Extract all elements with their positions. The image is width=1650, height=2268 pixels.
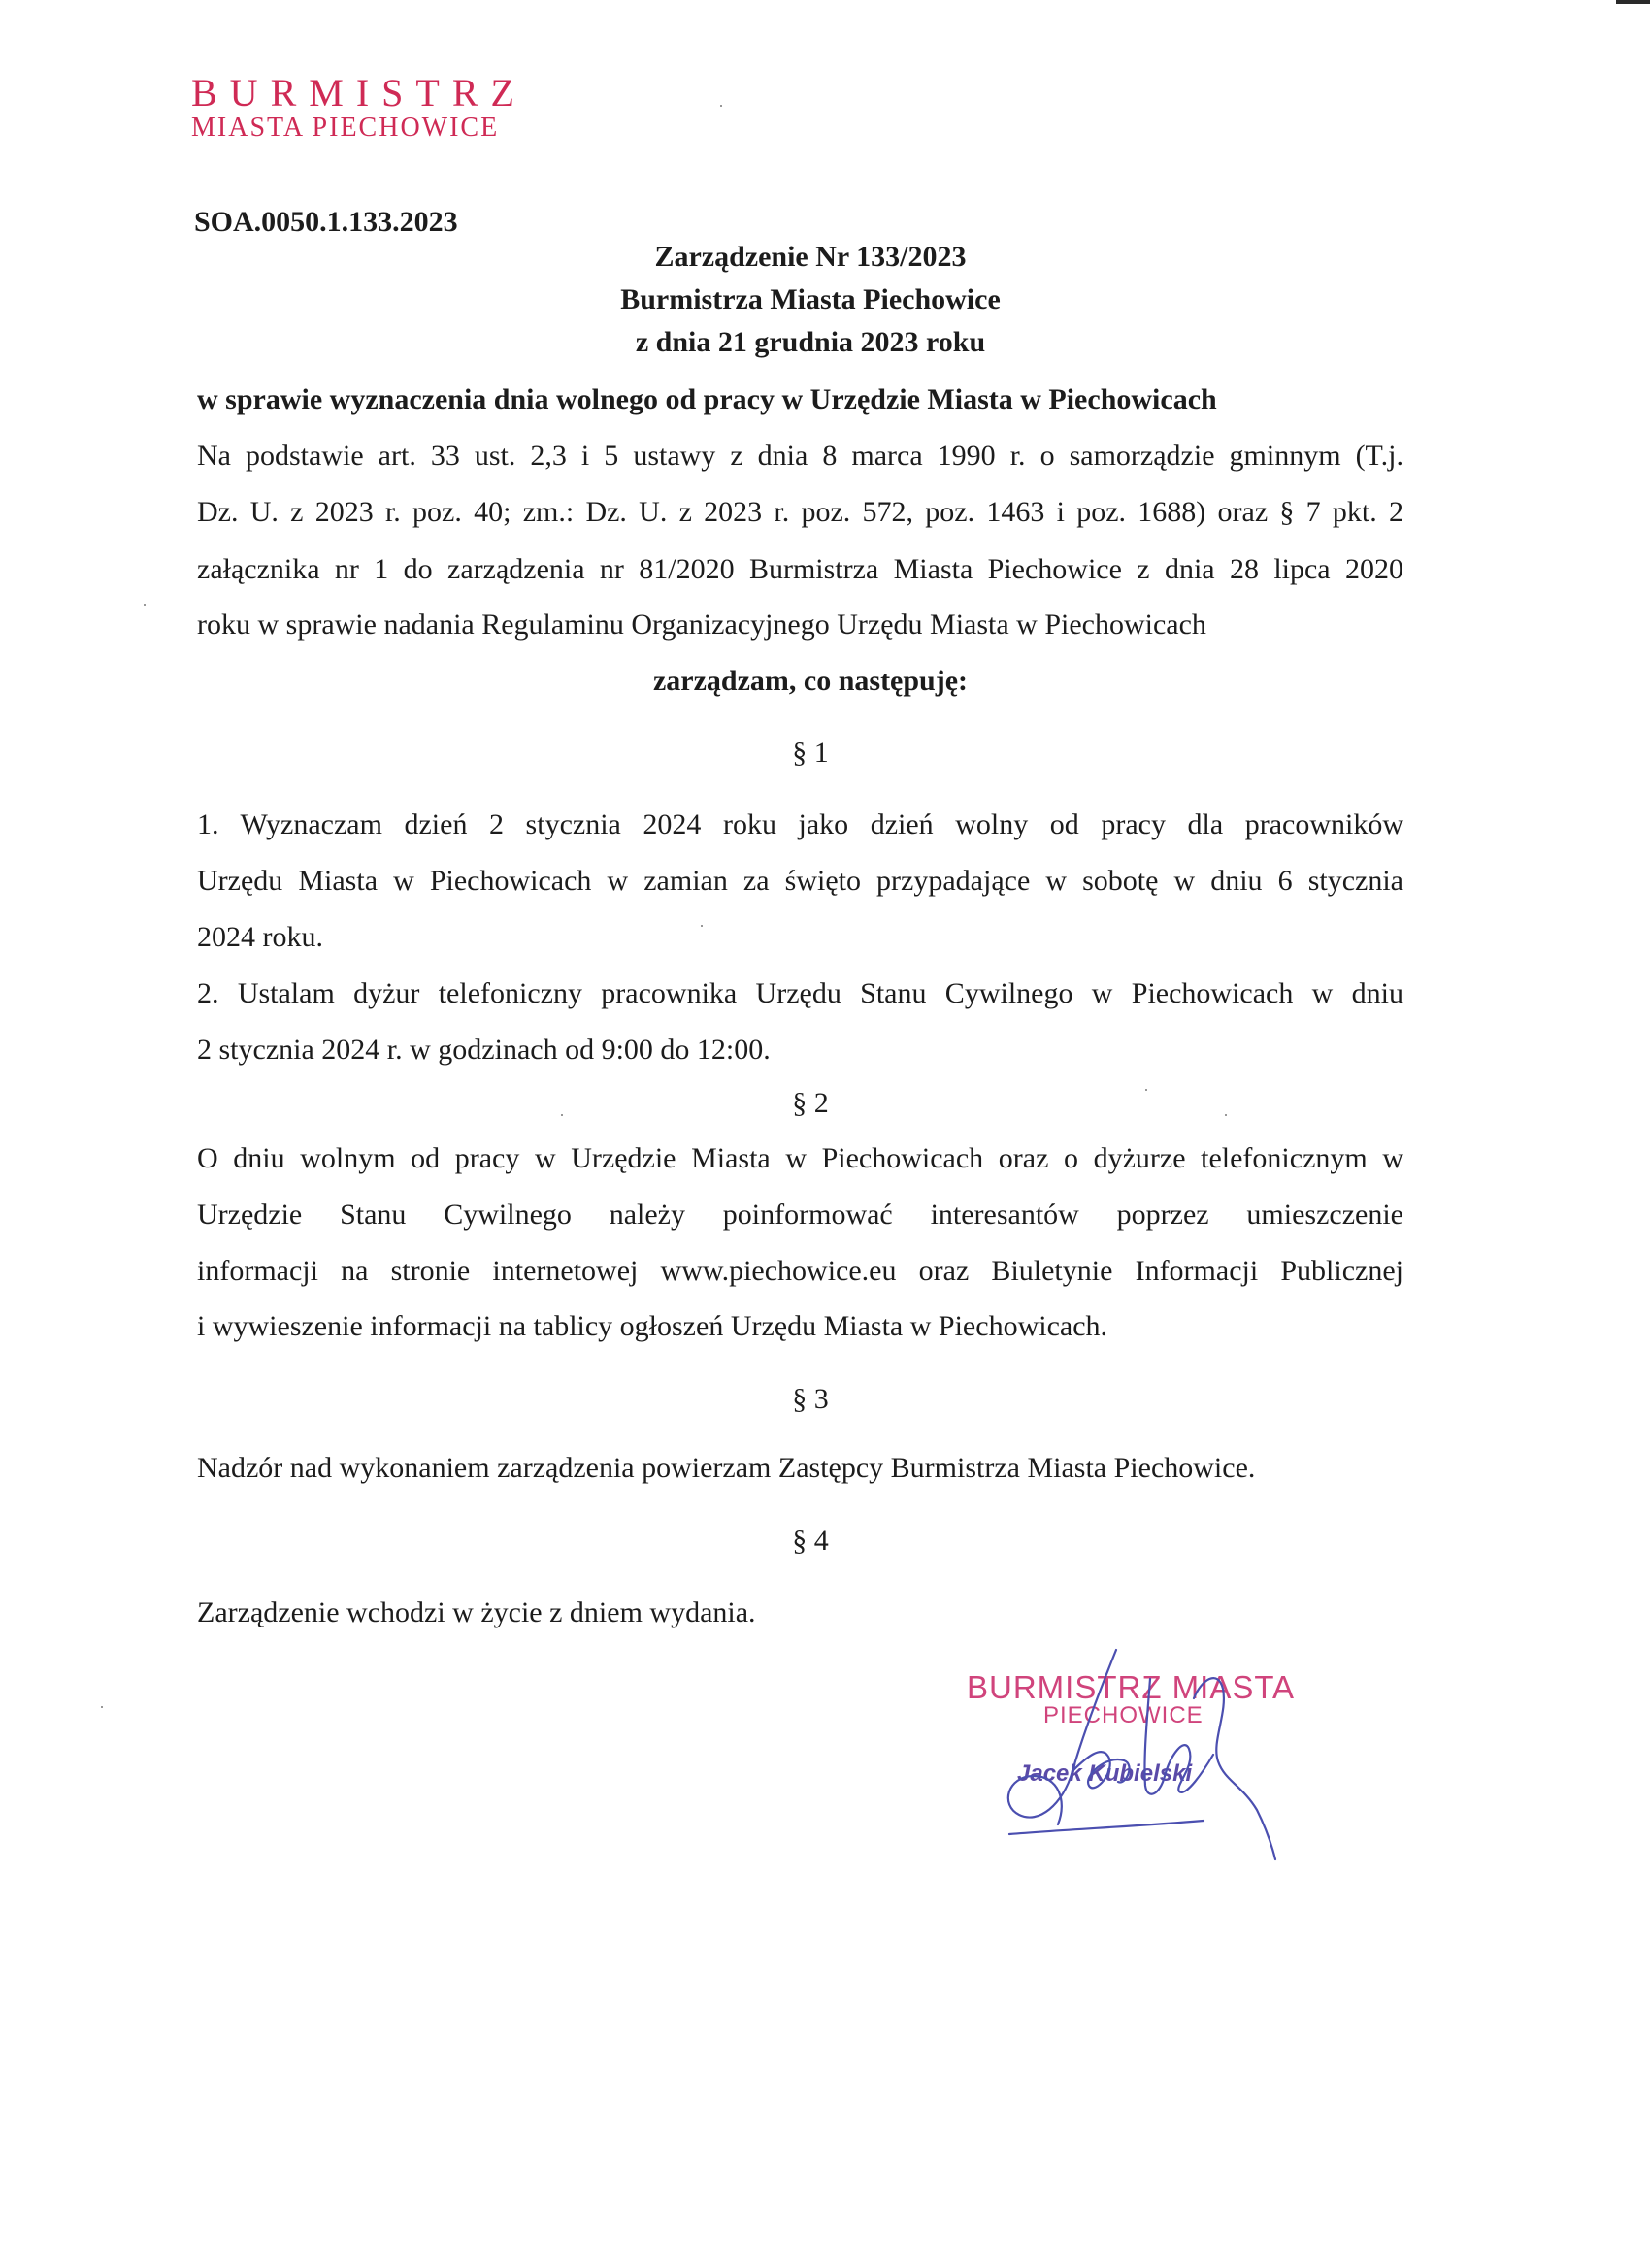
section-1-line: 1. Wyznaczam dzień 2 stycznia 2024 roku jako dzień wolny od pracy dla pracowników — [197, 808, 1403, 840]
preamble-line: roku w sprawie nadania Regulaminu Organizacyjnego Urzędu Miasta w Piechowicach — [197, 608, 1206, 641]
scan-speck — [101, 1706, 103, 1708]
scan-speck — [1145, 1089, 1147, 1091]
stamp-line-2: MIASTA PIECHOWICE — [191, 113, 500, 143]
preamble-line: załącznika nr 1 do zarządzenia nr 81/2020 Burmistrza Miasta Piechowice z dnia 28 lipca 2020 — [197, 553, 1403, 585]
signature-stamp-line-1: BURMISTRZ MIASTA — [967, 1669, 1296, 1705]
scan-speck — [144, 604, 146, 606]
section-2-line: informacji na stronie internetowej www.piechowice.eu oraz Biuletynie Informacji Publicznej — [197, 1255, 1403, 1287]
section-1-line: 2024 roku. — [197, 921, 323, 953]
document-issuer: Burmistrza Miasta Piechowice — [620, 283, 1001, 315]
section-1-line: 2. Ustalam dyżur telefoniczny pracownika Urzędu Stanu Cywilnego w Piechowicach w dniu — [197, 977, 1403, 1009]
scan-speck — [1225, 1114, 1227, 1116]
scan-speck — [561, 1114, 563, 1116]
section-mark-4: § 4 — [792, 1525, 829, 1557]
section-2-line: Urzędzie Stanu Cywilnego należy poinformować interesantów poprzez umieszczenie — [197, 1199, 1403, 1231]
signature-stamp-name: Jacek Kubielski — [1017, 1760, 1193, 1787]
scan-speck — [701, 925, 703, 927]
section-1-line: 2 stycznia 2024 r. w godzinach od 9:00 do 12:00. — [197, 1034, 771, 1066]
office-stamp — [191, 71, 527, 143]
scan-speck — [720, 105, 722, 107]
decree-statement: zarządzam, co następuję: — [652, 665, 969, 697]
stamp-line-1: BURMISTRZ — [191, 71, 527, 115]
document-subject: w sprawie wyznaczenia dnia wolnego od pracy w Urzędzie Miasta w Piechowicach — [197, 383, 1217, 415]
preamble-line: Na podstawie art. 33 ust. 2,3 i 5 ustawy z dnia 8 marca 1990 r. o samorządzie gminnym (T.j. — [197, 440, 1403, 472]
signature-stamp-line-2: PIECHOWICE — [1043, 1702, 1204, 1728]
section-3-line: Nadzór nad wykonaniem zarządzenia powierzam Zastępcy Burmistrza Miasta Piechowice. — [197, 1452, 1256, 1484]
document-date: z dnia 21 grudnia 2023 roku — [635, 326, 986, 358]
section-mark-3: § 3 — [792, 1383, 829, 1415]
section-mark-2: § 2 — [792, 1087, 829, 1119]
section-2-line: i wywieszenie informacji na tablicy ogłoszeń Urzędu Miasta w Piechowicach. — [197, 1310, 1108, 1342]
section-4-line: Zarządzenie wchodzi w życie z dniem wydania. — [197, 1596, 756, 1628]
handwritten-signature — [980, 1640, 1291, 1863]
section-mark-1: § 1 — [792, 737, 829, 769]
reference-number: SOA.0050.1.133.2023 — [194, 206, 458, 238]
section-1-line: Urzędu Miasta w Piechowicach w zamian za święto przypadające w sobotę w dniu 6 stycznia — [197, 865, 1403, 897]
section-2-line: O dniu wolnym od pracy w Urzędzie Miasta w Piechowicach oraz o dyżurze telefonicznym w — [197, 1142, 1403, 1174]
scan-edge-mark — [1616, 0, 1650, 4]
document-title: Zarządzenie Nr 133/2023 — [654, 241, 967, 273]
preamble-line: Dz. U. z 2023 r. poz. 40; zm.: Dz. U. z 2023 r. poz. 572, poz. 1463 i poz. 1688) oraz § 7 pkt. 2 — [197, 496, 1403, 528]
